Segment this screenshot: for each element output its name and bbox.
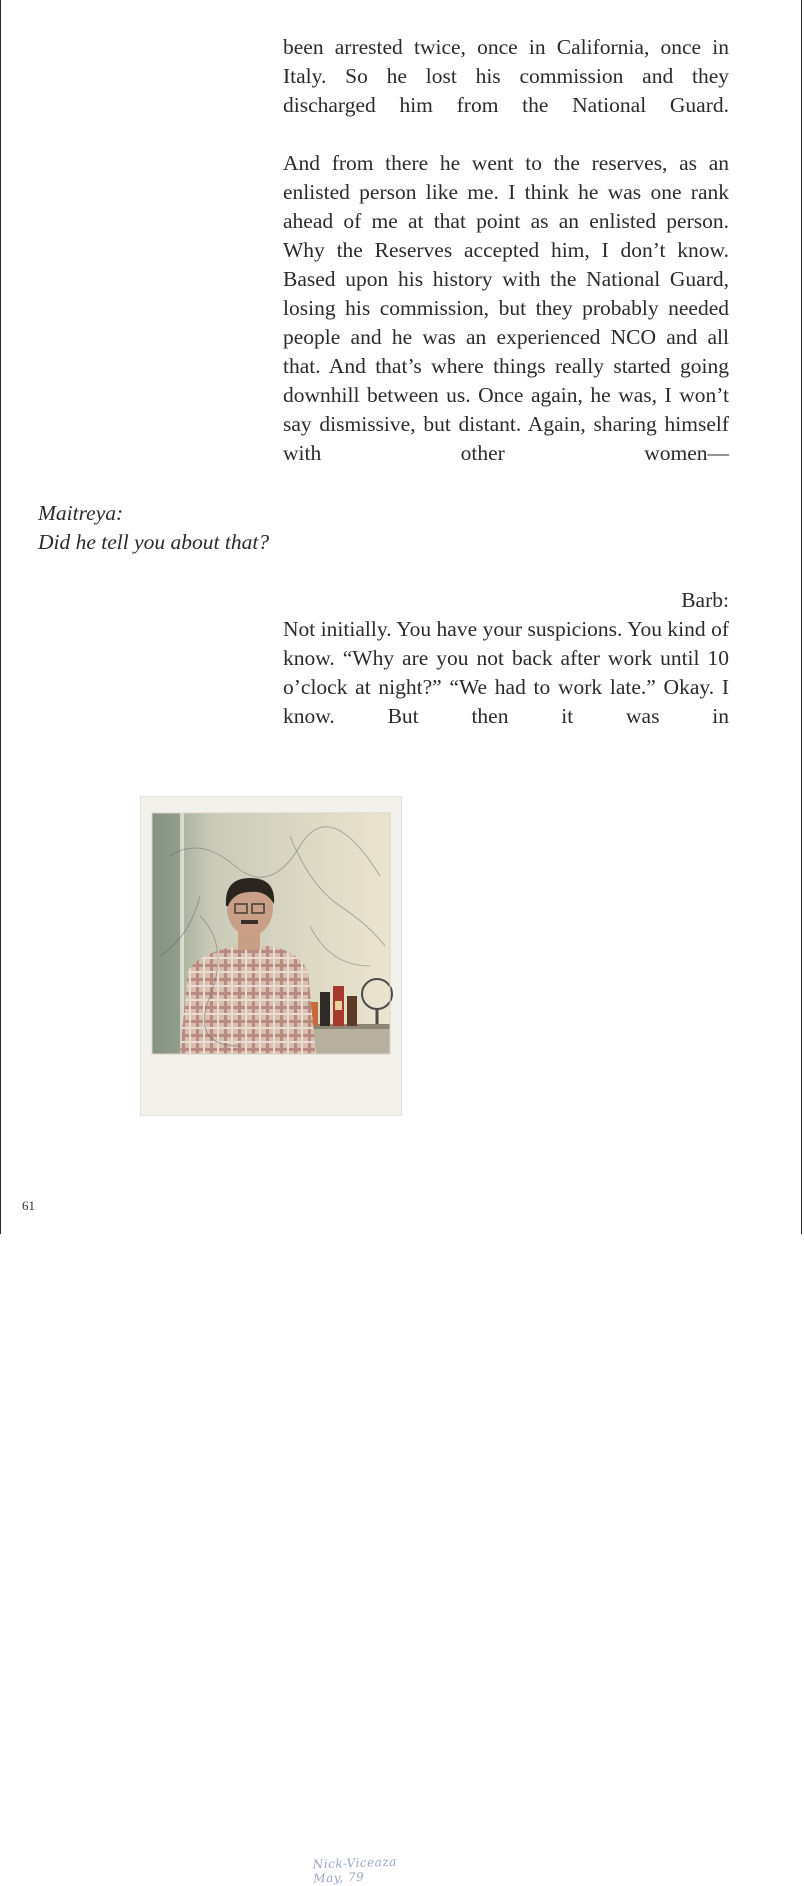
respondent-name: Barb: xyxy=(681,588,729,612)
polaroid-image xyxy=(140,796,402,1116)
page-number: 61 xyxy=(22,1198,35,1213)
photo-caption: Nick-Viceaza May, 79 xyxy=(312,1854,398,1886)
polaroid-photo xyxy=(140,796,402,1886)
interviewer-block xyxy=(38,499,269,557)
interviewer-name: Maitreya: xyxy=(38,501,124,525)
body-paragraph-1: been arrested twice, once in California, once in Italy. So he lost his commission and they discharged him from the National Guard. xyxy=(283,35,729,117)
body-paragraph-2: And from there he went to the reserves, as an enlisted person like me. I think he was one rank ahead of me at that point as an enlisted person. Why the Reserves accepted him, I don’t know. Based upon his history with the National Guard, losing his commission, but they probably needed people and he was an experienced NCO and all that. And that’s where things really started going downhill between us. Once again, he was, I won’t say dismissive, but distant. Again, sharing himself with other women— xyxy=(283,151,729,465)
interviewer-question: Did he tell you about that? xyxy=(38,530,270,554)
body-paragraph-3: Not initially. You have your suspicions. You kind of know. “Why are you not back after work until 10 o’clock at night?” “We had to work late.” Okay. I know. But then it was in xyxy=(283,617,729,728)
